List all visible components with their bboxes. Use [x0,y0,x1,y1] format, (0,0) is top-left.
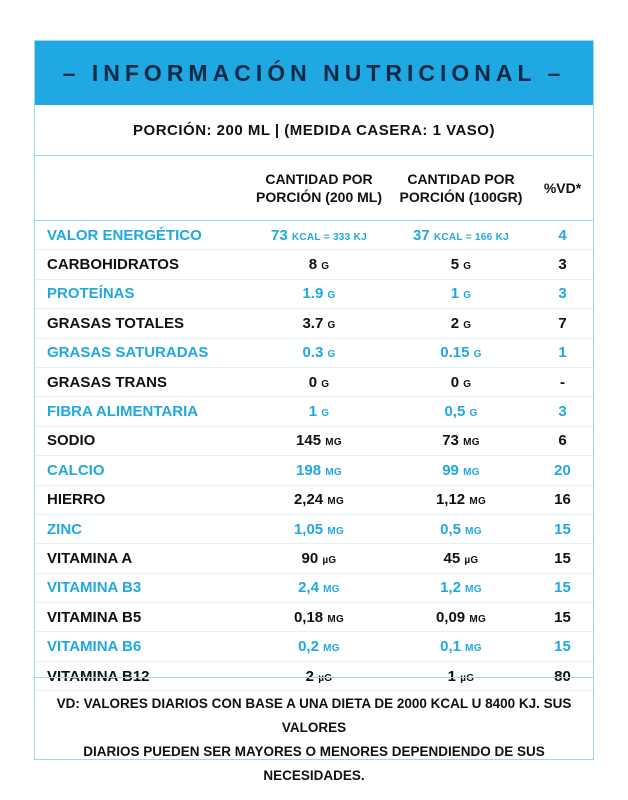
value: 0,1 [440,638,461,656]
nutrient-name: VITAMINA B12 [35,661,248,690]
footnote-line-1: VD: VALORES DIARIOS CON BASE A UNA DIETA DE 2000 KCAL U 8400 KJ. SUS VALORES [56,696,572,735]
daily-value: 20 [532,456,593,485]
amount-per200 [248,397,390,426]
value: 198 [296,461,322,479]
daily-value: 15 [532,544,593,573]
amount-per100 [390,279,532,308]
unit: µG [464,554,479,566]
amount-per200 [248,221,390,250]
value: 0 [308,373,318,391]
unit: MG [327,613,345,625]
value: 0,18 [293,608,324,626]
daily-value: 3 [532,397,593,426]
value: 8 [308,256,318,274]
amount-per200 [248,309,390,338]
daily-value: 15 [532,603,593,632]
nutrient-name: FIBRA ALIMENTARIA [35,397,248,426]
table-row [35,456,593,485]
unit: MG [323,643,340,655]
value: 0,2 [298,638,319,656]
unit: MG [465,525,482,537]
amount-per200 [248,632,390,661]
table-row [35,485,593,514]
nutrient-name: ZINC [35,514,248,543]
nutrient-name: GRASAS SATURADAS [35,338,248,367]
value: 3.7 [302,314,324,332]
amount-per100 [390,573,532,602]
unit: G [321,408,330,420]
unit: G [463,319,472,331]
daily-value: 15 [532,632,593,661]
table-header-row [35,156,593,221]
amount-per200 [248,279,390,308]
unit: MG [465,584,482,596]
amount-per200 [248,426,390,455]
table-row [35,603,593,632]
daily-value: - [532,367,593,396]
nutrient-name: CALCIO [35,456,248,485]
table-row [35,426,593,455]
value: 0,5 [440,520,461,538]
unit: G [327,349,336,361]
daily-value: 3 [532,279,593,308]
unit: MG [465,643,482,655]
unit: MG [463,437,480,449]
unit: G [321,261,330,273]
value: 1.9 [302,285,324,303]
table-row [35,514,593,543]
daily-value: 15 [532,573,593,602]
value: 2,24 [293,491,324,509]
nutrient-name: VALOR ENERGÉTICO [35,221,248,250]
amount-per100 [390,603,532,632]
amount-per100 [390,309,532,338]
nutrient-name: SODIO [35,426,248,455]
value: 0,09 [435,608,466,626]
amount-per100 [390,544,532,573]
value: 1,05 [293,520,324,538]
daily-value: 80 [532,661,593,690]
table-row [35,367,593,396]
unit: G [463,378,472,390]
value: 2 [305,667,315,685]
amount-per100 [390,485,532,514]
amount-per100 [390,632,532,661]
unit: G [321,378,330,390]
unit: MG [463,466,480,478]
nutrient-name: GRASAS TRANS [35,367,248,396]
nutrient-name: PROTEÍNAS [35,279,248,308]
table-row [35,397,593,426]
vd-column-header: %VD* [543,180,582,196]
per200-column-header: CANTIDAD POR PORCIÓN (200 ML) [255,171,382,205]
unit: G [463,261,472,273]
nutrition-label [34,40,594,783]
nutrient-name: GRASAS TOTALES [35,309,248,338]
unit: MG [469,496,487,508]
footnote-line-2: DIARIOS PUEDEN SER MAYORES O MENORES DEPENDIENDO DE SUS NECESIDADES. [83,744,545,783]
amount-per200 [248,514,390,543]
unit: KCAL = 333 KJ [291,231,367,243]
nutrient-name: VITAMINA B6 [35,632,248,661]
unit: µG [460,672,475,684]
nutrient-name: VITAMINA B5 [35,603,248,632]
nutrient-name: CARBOHIDRATOS [35,250,248,279]
value: 145 [296,432,322,450]
daily-value: 15 [532,514,593,543]
table-row [35,250,593,279]
amount-per200 [248,456,390,485]
unit: MG [323,584,340,596]
table-row [35,573,593,602]
table-row [35,309,593,338]
amount-per100 [390,426,532,455]
unit: µG [318,672,333,684]
amount-per200 [248,250,390,279]
value: 2,4 [298,579,319,597]
amount-per100 [390,456,532,485]
unit: MG [325,437,342,449]
value: 0,5 [444,403,466,421]
value: 45 [443,549,461,567]
unit: KCAL = 166 KJ [433,231,509,243]
value: 0.3 [302,344,324,362]
value: 0.15 [440,344,470,362]
daily-value: 1 [532,338,593,367]
value: 90 [301,549,319,567]
amount-per100 [390,250,532,279]
daily-value: 6 [532,426,593,455]
value: 99 [442,461,459,479]
table-row [35,338,593,367]
amount-per100 [390,367,532,396]
nutrient-name: VITAMINA B3 [35,573,248,602]
unit: MG [327,496,345,508]
value: 73 [271,226,288,244]
amount-per200 [248,603,390,632]
portion-size: PORCIÓN: 200 ML | (MEDIDA CASERA: 1 VASO) [35,105,593,156]
amount-per100 [390,221,532,250]
value: 5 [450,256,460,274]
value: 73 [442,432,459,450]
value: 1,12 [435,491,466,509]
nutrition-table [35,156,593,691]
amount-per200 [248,367,390,396]
daily-value: 3 [532,250,593,279]
table-row [35,632,593,661]
unit: MG [325,466,342,478]
amount-per200 [248,485,390,514]
value: 2 [450,314,460,332]
amount-per200 [248,544,390,573]
unit: MG [327,525,345,537]
unit: MG [469,613,487,625]
amount-per100 [390,397,532,426]
value: 1 [447,667,457,685]
amount-per100 [390,338,532,367]
unit: G [463,290,472,302]
amount-per200 [248,573,390,602]
daily-value: 16 [532,485,593,514]
daily-value: 7 [532,309,593,338]
nutrient-name: HIERRO [35,485,248,514]
table-row [35,221,593,250]
amount-per200 [248,338,390,367]
per100-column-header: CANTIDAD POR PORCIÓN (100GR) [399,171,523,205]
value: 0 [450,373,460,391]
daily-value: 4 [532,221,593,250]
unit: µG [322,554,337,566]
unit: G [473,349,482,361]
value: 1 [450,285,460,303]
nutrient-name: VITAMINA A [35,544,248,573]
unit: G [327,290,336,302]
table-row [35,544,593,573]
value: 1,2 [440,579,461,597]
unit: G [469,408,478,420]
label-title: – INFORMACIÓN NUTRICIONAL – [35,41,593,105]
value: 1 [308,403,318,421]
table-row [35,279,593,308]
amount-per100 [390,514,532,543]
value: 37 [413,226,430,244]
unit: G [327,319,336,331]
footnote [35,677,593,788]
nutrient-column-header [35,156,248,221]
